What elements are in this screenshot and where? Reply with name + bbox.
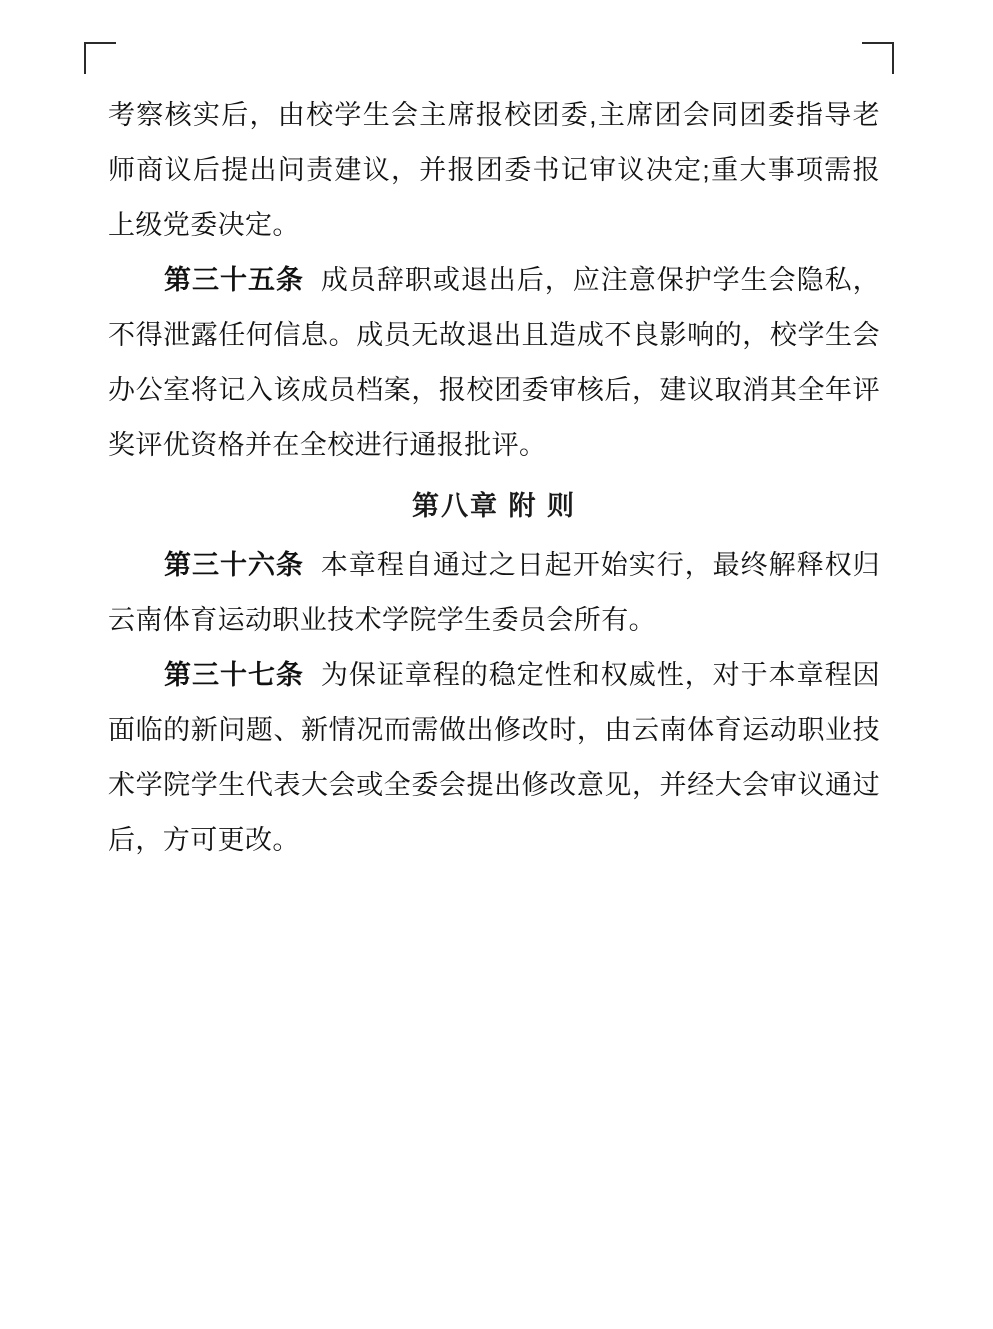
- article-36-text: 本章程自通过之日起开始实行，最终解释权归云南体育运动职业技术学院学生委员会所有。: [108, 550, 881, 635]
- article-37-heading: 第三十七条: [164, 660, 304, 690]
- article-37-text: 为保证章程的稳定性和权威性，对于本章程因面临的新问题、新情况而需做出修改时，由云南体育运动职业技术学院学生代表大会或全委会提出修改意见，并经大会审议通过后，方可更改。: [108, 660, 881, 855]
- article-35: [108, 253, 880, 473]
- article-36: [108, 538, 880, 648]
- article-35-spacer: [304, 265, 321, 295]
- article-37: [108, 648, 880, 868]
- article-37-spacer: [304, 660, 321, 690]
- article-35-heading: 第三十五条: [164, 265, 304, 295]
- paragraph-continuation: 考察核实后，由校学生会主席报校团委,主席团会同团委指导老师商议后提出问责建议，并报团委书记审议决定;重大事项需报上级党委决定。: [108, 100, 880, 240]
- crop-mark-top-left: [84, 42, 116, 74]
- article-35-text: 成员辞职或退出后，应注意保护学生会隐私，不得泄露任何信息。成员无故退出且造成不良影响的，校学生会办公室将记入该成员档案，报校团委审核后，建议取消其全年评奖评优资格并在全校进行通报批评。: [108, 265, 881, 460]
- article-36-heading: 第三十六条: [164, 550, 304, 580]
- chapter-title-8: 第八章 附 则: [411, 491, 576, 521]
- article-36-spacer: [304, 550, 321, 580]
- document-content: [108, 88, 880, 868]
- crop-mark-top-right: [862, 42, 894, 74]
